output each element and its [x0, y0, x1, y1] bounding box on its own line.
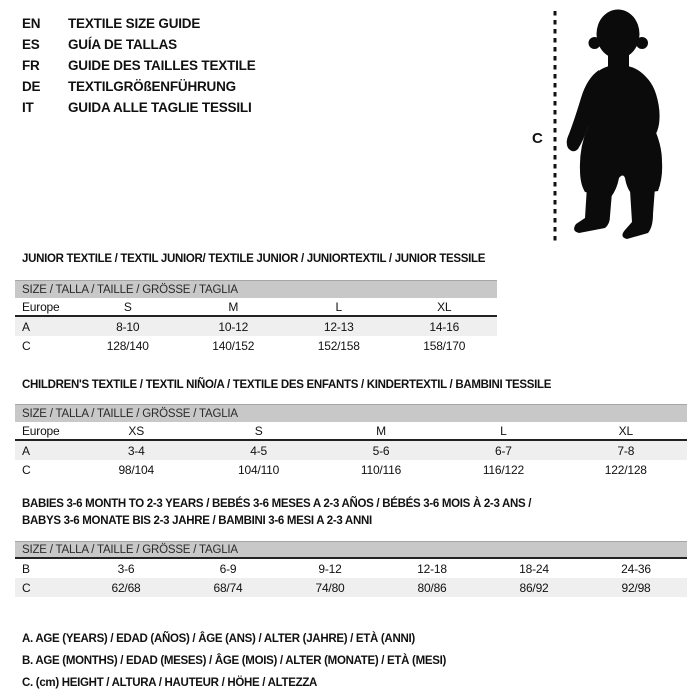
row-label: Europe: [22, 423, 60, 438]
height-cell: 68/74: [213, 580, 243, 595]
language-code: EN: [22, 16, 41, 31]
legend-line-a: A. AGE (YEARS) / EDAD (AÑOS) / ÂGE (ANS) / ALTER (JAHRE) / ETÀ (ANNI): [22, 633, 415, 645]
language-row-it: [22, 97, 256, 118]
height-cell: 140/152: [212, 338, 255, 353]
row-label: C: [22, 338, 31, 353]
language-label: GUIDA ALLE TAGLIE TESSILI: [68, 100, 252, 115]
table-row: [15, 441, 687, 460]
height-cell: 122/128: [604, 462, 647, 477]
height-cell: 86/92: [519, 580, 549, 595]
row-label: A: [22, 443, 30, 458]
measure-label: C: [532, 130, 543, 147]
language-list: [22, 13, 256, 118]
age-cell: 4-5: [250, 443, 267, 458]
age-cell: 12-13: [323, 319, 354, 334]
months-cell: 6-9: [219, 561, 237, 576]
table-row: [15, 317, 497, 336]
legend-line-b: B. AGE (MONTHS) / EDAD (MESES) / ÂGE (MOIS) / ALTER (MONATE) / ETÀ (MESI): [22, 655, 447, 667]
language-label: GUÍA DE TALLAS: [68, 37, 177, 52]
months-cell: 9-12: [318, 561, 342, 576]
table-row: [15, 578, 687, 597]
size-header-band: SIZE / TALLA / TAILLE / GRÖSSE / TAGLIA: [15, 404, 687, 422]
silhouette-shorts: [580, 126, 662, 197]
language-row-fr: [22, 55, 256, 76]
size-header-band: SIZE / TALLA / TAILLE / GRÖSSE / TAGLIA: [15, 280, 497, 298]
size-cell: M: [376, 423, 386, 438]
measurement-figure: [522, 2, 698, 252]
language-code: DE: [22, 79, 41, 94]
language-code: IT: [22, 100, 34, 115]
height-cell: 110/116: [360, 462, 402, 477]
row-label: C: [22, 462, 31, 477]
silhouette-leg-right: [622, 187, 655, 239]
table-row: [15, 422, 687, 441]
size-cell: L: [335, 299, 342, 314]
silhouette-ear-left: [589, 37, 601, 49]
months-cell: 3-6: [117, 561, 135, 576]
height-cell: 62/68: [111, 580, 141, 595]
junior-section-title: JUNIOR TEXTILE / TEXTIL JUNIOR/ TEXTILE JUNIOR / JUNIORTEXTIL / JUNIOR TESSILE: [22, 253, 486, 265]
age-cell: 10-12: [218, 319, 249, 334]
row-label: B: [22, 561, 30, 576]
babies-title-line1: BABIES 3-6 MONTH TO 2-3 YEARS / BEBÉS 3-6 MESES A 2-3 AÑOS / BÉBÉS 3-6 MOIS À 2-3 ANS /: [22, 498, 532, 510]
size-cell: M: [228, 299, 239, 314]
language-code: ES: [22, 37, 40, 52]
toddler-silhouette-icon: [567, 10, 662, 240]
row-label: Europe: [22, 299, 60, 314]
height-cell: 152/158: [317, 338, 360, 353]
babies-title-line2: BABYS 3-6 MONATE BIS 2-3 JAHRE / BAMBINI 3-6 MESI A 2-3 ANNI: [22, 515, 372, 527]
table-row: [15, 298, 497, 317]
size-cell: S: [123, 299, 132, 314]
size-cell: L: [500, 423, 507, 438]
height-cell: 128/140: [106, 338, 149, 353]
babies-section-title: [22, 496, 531, 530]
months-cell: 18-24: [519, 561, 549, 576]
months-cell: 24-36: [621, 561, 651, 576]
silhouette-ear-right: [636, 37, 648, 49]
language-label: TEXTILGRÖßENFÜHRUNG: [68, 79, 236, 94]
age-cell: 5-6: [372, 443, 390, 458]
size-cell: XL: [437, 299, 452, 314]
children-section-title: CHILDREN'S TEXTILE / TEXTIL NIÑO/A / TEXTILE DES ENFANTS / KINDERTEXTIL / BAMBINI TESSILE: [22, 379, 552, 391]
junior-size-table: [15, 280, 497, 355]
language-row-de: [22, 76, 256, 97]
height-cell: 98/104: [118, 462, 154, 477]
children-size-table: [15, 404, 687, 479]
measurement-legend: [22, 628, 446, 694]
row-label: A: [22, 319, 30, 334]
size-cell: S: [254, 423, 263, 438]
height-cell: 158/170: [423, 338, 466, 353]
language-label: TEXTILE SIZE GUIDE: [68, 16, 201, 31]
size-cell: XL: [618, 423, 633, 438]
row-label: C: [22, 580, 31, 595]
age-cell: 3-4: [127, 443, 145, 458]
size-cell: XS: [128, 423, 144, 438]
language-label: GUIDE DES TAILLES TEXTILE: [68, 58, 256, 73]
babies-size-table: [15, 541, 687, 597]
months-cell: 12-18: [417, 561, 447, 576]
table-row: [15, 336, 497, 355]
table-row: [15, 460, 687, 479]
height-cell: 116/122: [482, 462, 524, 477]
age-cell: 7-8: [617, 443, 635, 458]
language-row-en: [22, 13, 256, 34]
height-cell: 92/98: [621, 580, 651, 595]
language-code: FR: [22, 58, 40, 73]
table-row: [15, 559, 687, 578]
age-cell: 14-16: [429, 319, 460, 334]
silhouette-leg-left: [574, 186, 612, 233]
age-cell: 8-10: [116, 319, 140, 334]
size-header-band: SIZE / TALLA / TAILLE / GRÖSSE / TAGLIA: [15, 541, 687, 559]
height-cell: 74/80: [315, 580, 345, 595]
height-cell: 80/86: [417, 580, 447, 595]
height-cell: 104/110: [238, 462, 280, 477]
legend-line-c: C. (cm) HEIGHT / ALTURA / HAUTEUR / HÖHE / ALTEZZA: [22, 677, 318, 689]
language-row-es: [22, 34, 256, 55]
age-cell: 6-7: [495, 443, 512, 458]
